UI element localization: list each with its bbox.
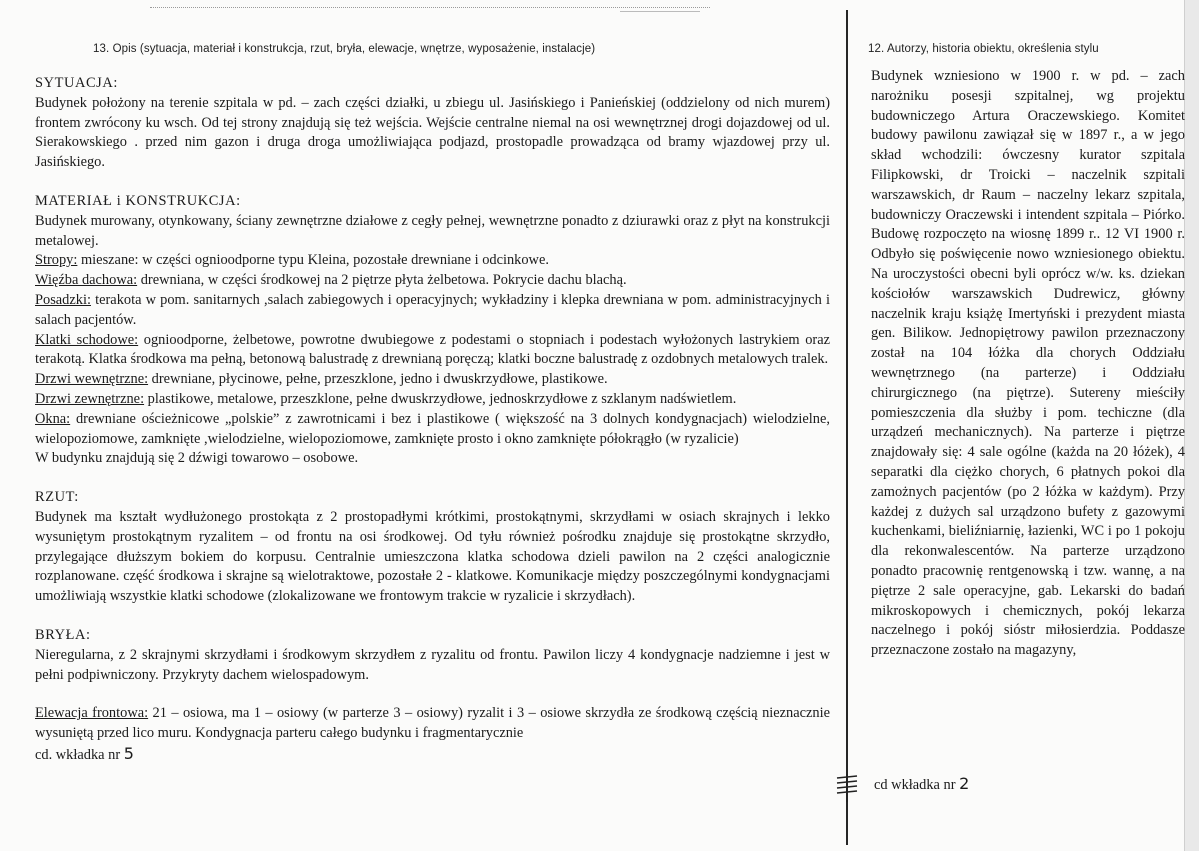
item-text: drewniane, płycinowe, pełne, przeszklone, jedno i dwuskrzydłowe, plastikowe. (148, 371, 608, 388)
right-column-header: 12. Autorzy, historia obiektu, określenia stylu (868, 43, 1099, 55)
item-drzwi-zewnetrzne (35, 390, 830, 410)
item-stropy (35, 251, 830, 271)
section-intro: Budynek murowany, otynkowany, ściany zewnętrzne działowe z cegły pełnej, wewnętrzne ponadto z dziurawki oraz z płyt na konstrukcji metalowej. (35, 212, 830, 249)
item-posadzki (35, 291, 830, 331)
continuation-number: 5 (123, 743, 134, 763)
scan-artifact-line (150, 7, 710, 8)
elewacja-text (35, 704, 830, 744)
item-label: Drzwi wewnętrzne: (35, 371, 149, 388)
left-column-header: 13. Opis (sytuacja, materiał i konstrukcja, rzut, bryła, elewacje, wnętrze, wyposażenie, instalacje) (93, 43, 596, 55)
section-sytuacja (35, 74, 830, 173)
section-closing: W budynku znajdują się 2 dźwigi towarowo – osobowe. (35, 450, 359, 467)
section-rzut (35, 488, 830, 607)
item-label: Drzwi zewnętrzne: (35, 390, 145, 407)
section-title: BRYŁA: (35, 626, 91, 643)
item-label: Stropy: (35, 252, 78, 269)
item-label: Okna: (35, 410, 71, 427)
history-column (871, 67, 1185, 661)
item-text: plastikowe, metalowe, przeszklone, pełne dwuskrzydłowe, jednoskrzydłowe z szklanym nadświetlem. (144, 390, 737, 407)
item-label: Klatki schodowe: (35, 331, 139, 348)
page-edge (1184, 0, 1199, 851)
item-text: drewniane ościeżnicowe „polskie” z zawrotnicami i bez i plastikowe ( większość na 3 dolnych kondygnacjach) wielodzielne, wielopoziomowe, zamknięte ,wielodzielne, wielopoziomowe, zamknięte prosto i okno zamknięte półokrągło (w ryzalicie) (35, 410, 830, 447)
history-text: Budynek wzniesiono w 1900 r. w pd. – zach narożniku posesji szpitalnej, wg projektu budowniczego Artura Oraczewskiego. Komitet budowy pawilonu zawiązał się w 1897 r., a w jego skład wchodzili: ówczesny kurator szpitala Filipkowski, dr Troicki – naczelnik szpitali warszawskich, dr Raum – naczelny lekarz szpitala, budowniczy Oraczewski i intendent szpitala – Piórko. Budowę rozpoczęto na wiosnę 1899 r.. 12 VI 1900 r. Odbyło się poświęcenie nowo wzniesionego obiektu. Na uroczystości obecni byli oprócz w/w. ks. dziekan kościołów warszawskich Dudrewicz, główny naczelnik kraju książę Imertyński i prezydent miasta gen. Bilikow. Jednopiętrowy pawilon przeznaczony został na 104 łóżka dla chorych Oddziału wewnętrznego (na parterze) i Oddziału chirurgicznego (na piętrze). Sutereny mieściły pomieszczenia dla służby i pom. techiczne (dla urządzeń mechanicznych). Na parterze i piętrze znajdowały się: 4 sale ogólne (każda na 20 łóżek), 4 separatki dla ciężko chorych, 6 płatnych pokoi dla zamożnych pacjentów (po 2 łóżka w każdym). Przy każdej z dużych sal urządzono bufety z gazowymi kuchenkami, bieliźniarnię, łazienki, WC i po 1 pokoju dla rekonwalescentów. Na parterze urządzono ponadto pracownię rentgenowską i tzw. wannę, a na piętrze 2 sale operacyjne, gab. Lekarski do badań mikroskopowych i chemicznych, pokój lekarza naczelnego i pokój sióstr miłosierdzia. Poddasze przeznaczone zostało na magazyny, (871, 68, 1185, 659)
item-label: Więźba dachowa: (35, 272, 138, 289)
section-text: Budynek ma kształt wydłużonego prostokąta z 2 prostopadłymi krótkimi, prostokątnymi, skrzydłami w osiach skrajnych i lekko wysuniętym prostokątnym ryzalitem – od frontu na osi środkowej. Od tyłu również pośrodku znajduje się prostokątne skrzydło, przylegające dłuższym bokiem do korpusu. Centralnie umieszczona klatka schodowa dzieli pawilon na 2 części analogicznie rozplanowane. część środkowa i skrajne są wielotraktowe, pozostałe 2 - klatkowe. Komunikacje między poszczególnymi kondygnacjami umożliwiają wszystkie klatki schodowe (zlokalizowane we frontowym trakcie w ryzalicie i skrzydłach). (35, 508, 830, 605)
binding-marks (835, 774, 859, 802)
section-title: RZUT: (35, 489, 79, 506)
item-label: Posadzki: (35, 291, 91, 308)
scan-artifact-mark (620, 11, 700, 12)
item-text: ognioodporne, żelbetowe, powrotne dwubiegowe z podestami o stopniach i podestach wyłożonych lastrykiem oraz terakotą. Klatka środkowa ma pełną, betonową balustradę z drewnianą poręczą; klatki boczne balustradę z ozdobnych metalowych tralek. (35, 331, 830, 368)
continuation-prefix: cd wkładka nr (874, 777, 960, 793)
continuation-number: 2 (959, 774, 970, 793)
item-label: Elewacja frontowa: (35, 705, 149, 722)
item-text: terakota w pom. sanitarnych ,salach zabiegowych i operacyjnych; wykładziny i klepka drewniana w pom. administracyjnych i salach pacjentów. (35, 291, 830, 328)
item-wiezba (35, 271, 830, 291)
continuation-note (35, 744, 830, 766)
continuation-prefix: cd. wkładka nr (35, 746, 124, 763)
section-elewacja (35, 704, 830, 765)
column-divider (846, 10, 848, 845)
section-title: MATERIAŁ i KONSTRUKCJA: (35, 192, 241, 209)
section-text: Budynek położony na terenie szpitala w pd. – zach części działki, u zbiegu ul. Jasińskiego i Panieńskiej (oddzielony od nich murem) frontem zwrócony ku wsch. Od tej strony znajdują się też wejścia. Wejście centralne niemal na osi wewnętrznej drogi dojazdowej od ul. Sierakowskiego . przed nim gazon i druga droga umożliwiająca podjazd, prostopadle prowadząca od bramy wjazdowej przy ul. Jasińskiego. (35, 94, 830, 171)
item-text: 21 – osiowa, ma 1 – osiowy (w parterze 3 – osiowy) ryzalit i 3 – osiowe skrzydła ze środkową częścią nieznacznie wysuniętą przed lico muru. Kondygnacja parteru całego budynku i fragmentarycznie (35, 705, 830, 742)
description-column (35, 74, 830, 785)
section-material (35, 192, 830, 469)
section-bryla (35, 626, 830, 685)
item-text: mieszane: w części ognioodporne typu Kleina, pozostałe drewniane i odcinkowe. (77, 252, 549, 269)
item-drzwi-wewnetrzne (35, 370, 830, 390)
section-text: Nieregularna, z 2 skrajnymi skrzydłami i środkowym skrzydłem z ryzalitu od frontu. Pawilon liczy 4 kondygnacje nadziemne i jest w pełni podpiwniczony. Przykryty dachem wielospadowym. (35, 646, 830, 683)
item-okna (35, 410, 830, 450)
item-klatki (35, 331, 830, 371)
right-continuation-note (874, 774, 969, 794)
section-title: SYTUACJA: (35, 75, 118, 91)
item-text: drewniana, w części środkowej na 2 piętrze płyta żelbetowa. Pokrycie dachu blachą. (137, 272, 627, 289)
